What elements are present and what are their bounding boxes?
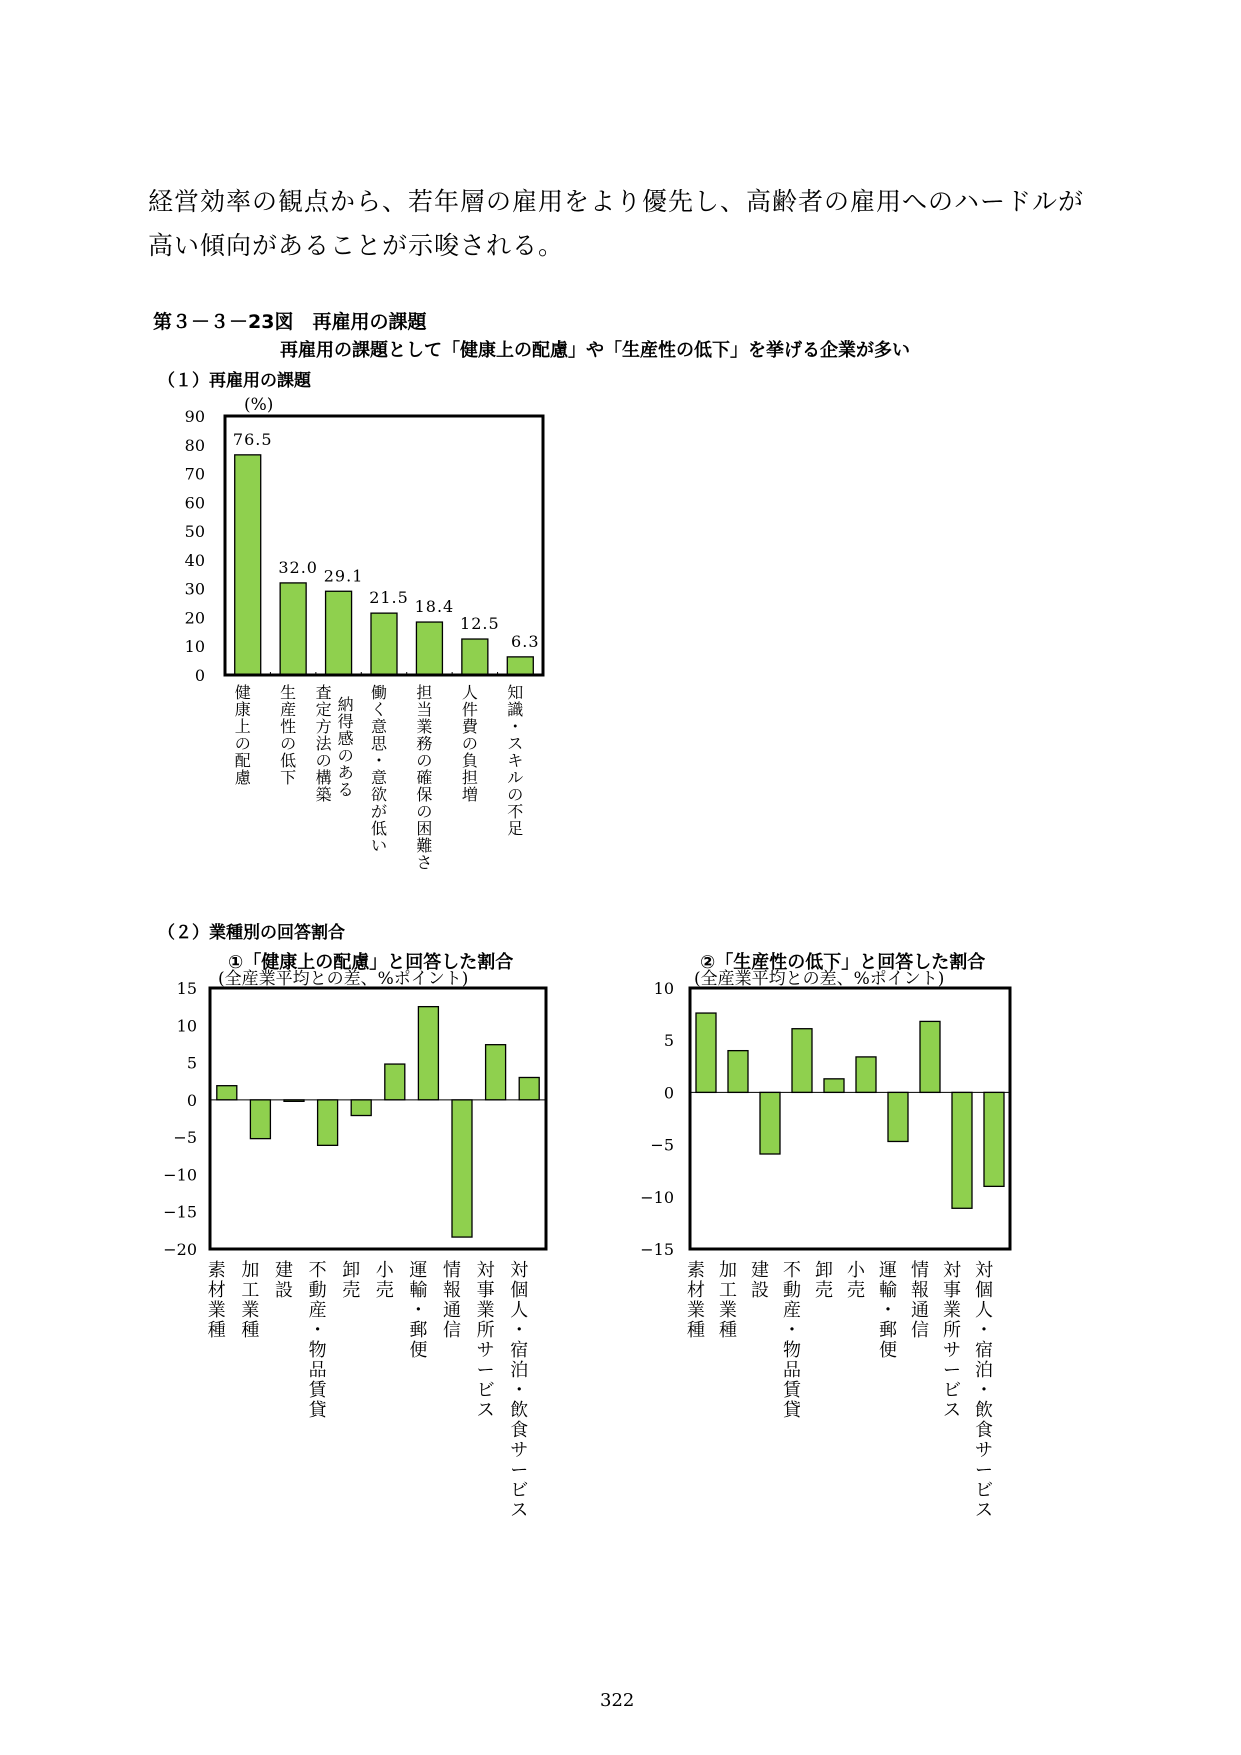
category-label: 働く意思・意欲が低い	[370, 683, 388, 855]
data-label: 6.3	[511, 631, 540, 651]
data-label: 12.5	[460, 614, 500, 634]
data-label: 32.0	[278, 557, 318, 577]
y-tick-label: 10	[653, 979, 674, 998]
chart-2	[163, 969, 546, 1521]
bar	[760, 1092, 780, 1154]
bar	[792, 1029, 812, 1093]
y-axis-label: (%)	[244, 395, 274, 415]
y-tick-label: 80	[184, 435, 205, 455]
bar	[385, 1064, 405, 1100]
y-tick-label: 5	[663, 1031, 674, 1051]
bar	[418, 1007, 438, 1100]
category-label: 健康上の配慮	[234, 683, 251, 787]
bar	[318, 1100, 338, 1145]
category-label: 建設	[751, 1260, 769, 1301]
bar	[351, 1100, 371, 1116]
y-tick-label: −5	[650, 1135, 674, 1155]
y-tick-label: −5	[173, 1128, 197, 1148]
category-label: 生産性の低下	[280, 683, 297, 787]
subchart-a-title: ①「健康上の配慮」と回答した割合	[228, 952, 514, 973]
y-tick-label: 10	[176, 1016, 197, 1036]
y-tick-label: −20	[163, 1240, 197, 1259]
body-paragraph: 経営効率の観点から、若年層の雇用をより優先し、高齢者の雇用へのハードルが高い傾向があることが示唆される。	[148, 187, 1085, 260]
bar	[416, 622, 442, 675]
category-label: 担当業務の確保の困難さ	[416, 683, 433, 872]
y-tick-label: 60	[184, 493, 205, 513]
category-label: 素材業種	[207, 1260, 226, 1341]
category-label: 対個人・宿泊・飲食サービス	[510, 1260, 529, 1521]
category-label: 対事業所サービス	[476, 1260, 495, 1421]
category-label: 素材業種	[687, 1260, 705, 1341]
category-label: 査定方法の構築	[315, 683, 332, 804]
bar	[696, 1013, 716, 1092]
y-tick-label: 5	[186, 1053, 197, 1073]
category-label: 卸売	[815, 1260, 833, 1301]
data-label: 21.5	[369, 588, 409, 608]
figure-subtitle: 再雇用の課題として「健康上の配慮」や「生産性の低下」を挙げる企業が多い	[280, 340, 910, 361]
bar	[326, 591, 352, 675]
section1-label: （１）再雇用の課題	[158, 371, 311, 391]
category-label: 小売	[847, 1260, 865, 1301]
y-tick-label: 0	[663, 1083, 674, 1103]
y-tick-label: 15	[176, 979, 197, 998]
category-label: 納得感のある	[337, 695, 354, 799]
bar	[462, 639, 488, 675]
category-label: 加工業種	[241, 1260, 260, 1341]
y-axis-label: (全産業平均との差、%ポイント)	[694, 969, 945, 989]
category-label: 人件費の負担増	[461, 683, 478, 804]
data-label: 29.1	[323, 566, 364, 586]
category-label: 卸売	[342, 1260, 361, 1301]
y-axis-label: (全産業平均との差、%ポイント)	[218, 969, 469, 989]
y-tick-label: 0	[186, 1090, 197, 1110]
category-label: 運輸・郵便	[409, 1260, 428, 1361]
category-label: 不動産・物品賃貸	[308, 1260, 327, 1421]
bar	[824, 1079, 844, 1093]
y-tick-label: 70	[184, 464, 205, 484]
bar	[519, 1077, 539, 1099]
bar	[280, 583, 306, 675]
bar	[728, 1051, 748, 1093]
y-tick-label: 0	[194, 666, 205, 685]
bar	[952, 1092, 972, 1208]
y-tick-label: 30	[184, 579, 205, 599]
y-tick-label: −10	[640, 1187, 674, 1207]
y-tick-label: 20	[184, 608, 205, 628]
category-label: 知識・スキルの不足	[507, 683, 524, 838]
category-label: 加工業種	[719, 1260, 737, 1341]
y-tick-label: 50	[184, 522, 205, 542]
bar	[856, 1057, 876, 1092]
figure-title: 第３－３－23図 再雇用の課題	[153, 311, 427, 333]
category-label: 対事業所サービス	[943, 1260, 961, 1421]
y-tick-label: 40	[184, 550, 205, 570]
category-label: 小売	[375, 1260, 394, 1301]
category-label: 建設	[275, 1260, 293, 1301]
data-label: 76.5	[232, 429, 273, 449]
bar	[486, 1045, 506, 1100]
bar	[371, 613, 397, 675]
category-label: 対個人・宿泊・飲食サービス	[975, 1260, 993, 1521]
subchart-b-title: ②「生産性の低下」と回答した割合	[700, 952, 986, 973]
category-label: 不動産・物品賃貸	[783, 1260, 801, 1421]
bar	[920, 1021, 940, 1092]
category-label: 情報通信	[443, 1260, 461, 1341]
bar	[250, 1100, 270, 1139]
chart-1	[185, 395, 543, 872]
category-label: 情報通信	[911, 1260, 929, 1341]
chart-3	[640, 969, 1010, 1521]
bar	[507, 657, 533, 675]
y-tick-label: 10	[184, 637, 205, 657]
bar	[235, 455, 261, 675]
section2-label: （２）業種別の回答割合	[158, 923, 345, 943]
bar	[452, 1100, 472, 1237]
bar	[984, 1092, 1004, 1186]
page-number: 322	[600, 1690, 635, 1711]
y-tick-label: −15	[640, 1240, 674, 1259]
bar	[217, 1086, 237, 1100]
category-label: 運輸・郵便	[879, 1260, 897, 1361]
bar	[888, 1092, 908, 1141]
data-label: 18.4	[414, 597, 455, 617]
y-tick-label: 90	[184, 407, 205, 426]
y-tick-label: −15	[163, 1202, 197, 1222]
y-tick-label: −10	[163, 1165, 197, 1185]
